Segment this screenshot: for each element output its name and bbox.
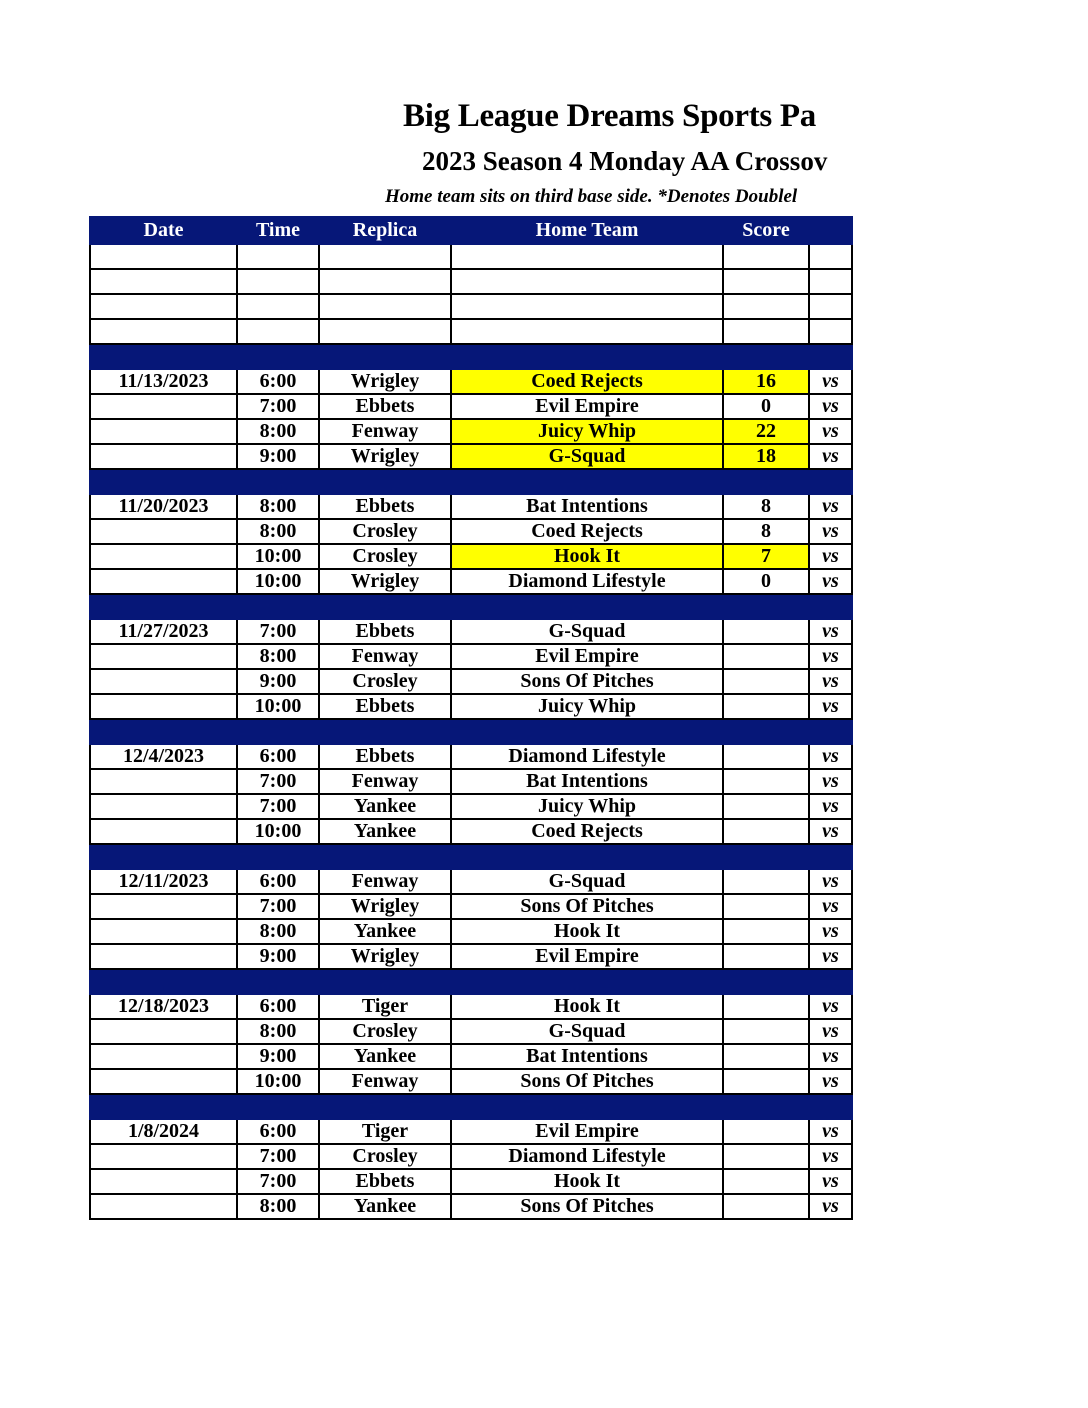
field-cell: Wrigley: [319, 944, 451, 969]
column-header-time: Time: [237, 217, 319, 244]
separator-cell: [319, 469, 451, 494]
home-team-cell: Diamond Lifestyle: [451, 1144, 723, 1169]
date-cell: [90, 1194, 237, 1219]
separator-cell: [809, 844, 852, 869]
table-row: [90, 919, 852, 944]
score-cell: [723, 944, 809, 969]
table-row: [90, 694, 852, 719]
empty-row: [90, 244, 852, 269]
table-row: [90, 1119, 852, 1144]
date-cell: 11/27/2023: [90, 619, 237, 644]
table-cell: [809, 294, 852, 319]
separator-cell: [723, 719, 809, 744]
time-cell: 8:00: [237, 644, 319, 669]
separator-cell: [809, 969, 852, 994]
separator-cell: [451, 969, 723, 994]
home-team-cell: Juicy Whip: [451, 794, 723, 819]
field-cell: Ebbets: [319, 394, 451, 419]
score-cell: [723, 1169, 809, 1194]
vs-cell: vs: [809, 694, 852, 719]
field-cell: Yankee: [319, 819, 451, 844]
table-row: [90, 444, 852, 469]
separator-cell: [90, 844, 237, 869]
table-cell: [237, 294, 319, 319]
score-cell: [723, 644, 809, 669]
table-cell: [451, 269, 723, 294]
time-cell: 10:00: [237, 569, 319, 594]
time-cell: 8:00: [237, 419, 319, 444]
field-cell: Crosley: [319, 544, 451, 569]
score-cell: [723, 1044, 809, 1069]
time-cell: 6:00: [237, 744, 319, 769]
separator-cell: [451, 344, 723, 369]
column-header-replica: Replica: [319, 217, 451, 244]
date-cell: [90, 544, 237, 569]
time-cell: 7:00: [237, 894, 319, 919]
date-cell: [90, 519, 237, 544]
table-row: [90, 519, 852, 544]
time-cell: 9:00: [237, 669, 319, 694]
score-cell: [723, 1119, 809, 1144]
vs-cell: vs: [809, 519, 852, 544]
week-separator-row: [90, 719, 852, 744]
empty-row: [90, 294, 852, 319]
field-cell: Wrigley: [319, 444, 451, 469]
field-cell: Wrigley: [319, 894, 451, 919]
time-cell: 10:00: [237, 544, 319, 569]
score-cell: [723, 819, 809, 844]
time-cell: 8:00: [237, 1019, 319, 1044]
header-row: [90, 217, 852, 244]
field-cell: Ebbets: [319, 1169, 451, 1194]
vs-cell: vs: [809, 1069, 852, 1094]
date-cell: [90, 694, 237, 719]
home-team-cell: Bat Intentions: [451, 494, 723, 519]
date-cell: [90, 1144, 237, 1169]
date-cell: [90, 1044, 237, 1069]
separator-cell: [451, 844, 723, 869]
field-cell: Yankee: [319, 1044, 451, 1069]
separator-cell: [319, 844, 451, 869]
date-cell: [90, 419, 237, 444]
home-team-cell: Evil Empire: [451, 394, 723, 419]
week-separator-row: [90, 344, 852, 369]
table-cell: [319, 269, 451, 294]
time-cell: 10:00: [237, 1069, 319, 1094]
vs-cell: vs: [809, 444, 852, 469]
home-team-cell: Bat Intentions: [451, 769, 723, 794]
separator-cell: [809, 719, 852, 744]
vs-cell: vs: [809, 619, 852, 644]
field-cell: Fenway: [319, 1069, 451, 1094]
week-separator-row: [90, 844, 852, 869]
separator-cell: [723, 969, 809, 994]
table-row: [90, 544, 852, 569]
date-cell: [90, 1169, 237, 1194]
field-cell: Yankee: [319, 919, 451, 944]
score-cell: 22: [723, 419, 809, 444]
separator-cell: [723, 1094, 809, 1119]
date-cell: [90, 919, 237, 944]
table-row: [90, 1194, 852, 1219]
home-team-cell: Evil Empire: [451, 644, 723, 669]
home-team-cell: Diamond Lifestyle: [451, 744, 723, 769]
vs-cell: vs: [809, 1169, 852, 1194]
table-row: [90, 669, 852, 694]
field-cell: Tiger: [319, 994, 451, 1019]
separator-cell: [90, 469, 237, 494]
score-cell: [723, 1069, 809, 1094]
date-cell: [90, 569, 237, 594]
separator-cell: [319, 1094, 451, 1119]
home-team-cell: Coed Rejects: [451, 369, 723, 394]
field-cell: Ebbets: [319, 619, 451, 644]
vs-cell: vs: [809, 744, 852, 769]
field-cell: Tiger: [319, 1119, 451, 1144]
separator-cell: [90, 969, 237, 994]
score-cell: [723, 744, 809, 769]
time-cell: 7:00: [237, 769, 319, 794]
date-cell: 11/13/2023: [90, 369, 237, 394]
time-cell: 6:00: [237, 869, 319, 894]
table-row: [90, 394, 852, 419]
home-team-cell: G-Squad: [451, 444, 723, 469]
home-team-cell: Juicy Whip: [451, 694, 723, 719]
table-row: [90, 419, 852, 444]
week-separator-row: [90, 469, 852, 494]
date-cell: [90, 394, 237, 419]
date-cell: [90, 819, 237, 844]
score-cell: 0: [723, 394, 809, 419]
field-cell: Fenway: [319, 869, 451, 894]
home-team-cell: G-Squad: [451, 869, 723, 894]
home-team-cell: Hook It: [451, 994, 723, 1019]
empty-row: [90, 269, 852, 294]
column-header-score: Score: [723, 217, 809, 244]
field-cell: Ebbets: [319, 494, 451, 519]
date-cell: [90, 1019, 237, 1044]
field-cell: Crosley: [319, 519, 451, 544]
home-team-cell: Coed Rejects: [451, 519, 723, 544]
date-cell: [90, 894, 237, 919]
vs-cell: vs: [809, 544, 852, 569]
table-cell: [319, 319, 451, 344]
separator-cell: [237, 1094, 319, 1119]
header-note: Home team sits on third base side. *Denotes Doublel: [385, 186, 798, 207]
separator-cell: [809, 1094, 852, 1119]
home-team-cell: Juicy Whip: [451, 419, 723, 444]
table-cell: [451, 244, 723, 269]
table-cell: [723, 269, 809, 294]
table-row: [90, 769, 852, 794]
home-team-cell: Hook It: [451, 544, 723, 569]
date-cell: 11/20/2023: [90, 494, 237, 519]
table-row: [90, 369, 852, 394]
time-cell: 9:00: [237, 444, 319, 469]
separator-cell: [237, 844, 319, 869]
vs-cell: vs: [809, 369, 852, 394]
separator-cell: [237, 594, 319, 619]
date-cell: [90, 1069, 237, 1094]
home-team-cell: Sons Of Pitches: [451, 1069, 723, 1094]
separator-cell: [90, 1094, 237, 1119]
vs-cell: vs: [809, 944, 852, 969]
table-cell: [90, 244, 237, 269]
table-cell: [319, 294, 451, 319]
time-cell: 6:00: [237, 1119, 319, 1144]
score-cell: [723, 894, 809, 919]
separator-cell: [809, 469, 852, 494]
separator-cell: [237, 969, 319, 994]
date-cell: [90, 794, 237, 819]
column-header-date: Date: [90, 217, 237, 244]
field-cell: Ebbets: [319, 694, 451, 719]
time-cell: 9:00: [237, 944, 319, 969]
field-cell: Crosley: [319, 669, 451, 694]
time-cell: 7:00: [237, 1144, 319, 1169]
separator-cell: [90, 719, 237, 744]
table-cell: [237, 244, 319, 269]
score-cell: [723, 869, 809, 894]
home-team-cell: Sons Of Pitches: [451, 669, 723, 694]
table-cell: [451, 294, 723, 319]
column-header-home-team: Home Team: [451, 217, 723, 244]
page-title: Big League Dreams Sports Pa: [403, 98, 816, 134]
home-team-cell: G-Squad: [451, 1019, 723, 1044]
table-row: [90, 944, 852, 969]
page-subtitle: 2023 Season 4 Monday AA Crossov: [422, 146, 828, 176]
field-cell: Fenway: [319, 419, 451, 444]
separator-cell: [319, 719, 451, 744]
separator-cell: [90, 594, 237, 619]
table-row: [90, 1169, 852, 1194]
header-area: [0, 0, 851, 216]
field-cell: Wrigley: [319, 369, 451, 394]
vs-cell: vs: [809, 1044, 852, 1069]
table-row: [90, 819, 852, 844]
score-cell: [723, 1194, 809, 1219]
date-cell: 1/8/2024: [90, 1119, 237, 1144]
score-cell: [723, 619, 809, 644]
separator-cell: [237, 469, 319, 494]
separator-cell: [451, 1094, 723, 1119]
vs-cell: vs: [809, 819, 852, 844]
vs-cell: vs: [809, 994, 852, 1019]
table-row: [90, 1044, 852, 1069]
table-row: [90, 744, 852, 769]
date-cell: [90, 444, 237, 469]
score-cell: [723, 769, 809, 794]
table-row: [90, 619, 852, 644]
score-cell: 0: [723, 569, 809, 594]
score-cell: 8: [723, 494, 809, 519]
vs-cell: vs: [809, 394, 852, 419]
field-cell: Fenway: [319, 769, 451, 794]
home-team-cell: Hook It: [451, 919, 723, 944]
date-cell: 12/4/2023: [90, 744, 237, 769]
date-cell: [90, 769, 237, 794]
time-cell: 6:00: [237, 369, 319, 394]
separator-cell: [723, 344, 809, 369]
time-cell: 8:00: [237, 1194, 319, 1219]
time-cell: 7:00: [237, 619, 319, 644]
vs-cell: vs: [809, 1144, 852, 1169]
empty-row: [90, 319, 852, 344]
table-row: [90, 1069, 852, 1094]
home-team-cell: Coed Rejects: [451, 819, 723, 844]
separator-cell: [723, 594, 809, 619]
week-separator-row: [90, 969, 852, 994]
separator-cell: [451, 469, 723, 494]
time-cell: 6:00: [237, 994, 319, 1019]
table-cell: [319, 244, 451, 269]
table-cell: [90, 294, 237, 319]
schedule-table: [89, 216, 853, 1220]
score-cell: [723, 919, 809, 944]
score-cell: [723, 694, 809, 719]
time-cell: 8:00: [237, 494, 319, 519]
table-cell: [90, 269, 237, 294]
table-row: [90, 569, 852, 594]
date-cell: [90, 644, 237, 669]
vs-cell: vs: [809, 794, 852, 819]
score-cell: 16: [723, 369, 809, 394]
home-team-cell: Sons Of Pitches: [451, 894, 723, 919]
week-separator-row: [90, 594, 852, 619]
score-cell: [723, 994, 809, 1019]
table-cell: [723, 319, 809, 344]
table-row: [90, 894, 852, 919]
score-cell: 7: [723, 544, 809, 569]
separator-cell: [319, 344, 451, 369]
table-cell: [809, 269, 852, 294]
score-cell: 18: [723, 444, 809, 469]
table-cell: [723, 244, 809, 269]
separator-cell: [319, 594, 451, 619]
table-row: [90, 1144, 852, 1169]
vs-cell: vs: [809, 669, 852, 694]
time-cell: 7:00: [237, 794, 319, 819]
vs-cell: vs: [809, 644, 852, 669]
table-cell: [237, 319, 319, 344]
score-cell: 8: [723, 519, 809, 544]
field-cell: Crosley: [319, 1019, 451, 1044]
time-cell: 10:00: [237, 694, 319, 719]
date-cell: 12/11/2023: [90, 869, 237, 894]
schedule-body: [90, 244, 852, 1219]
separator-cell: [809, 594, 852, 619]
home-team-cell: Bat Intentions: [451, 1044, 723, 1069]
time-cell: 7:00: [237, 394, 319, 419]
separator-cell: [723, 844, 809, 869]
score-cell: [723, 794, 809, 819]
separator-cell: [723, 469, 809, 494]
table-cell: [237, 269, 319, 294]
field-cell: Fenway: [319, 644, 451, 669]
time-cell: 8:00: [237, 919, 319, 944]
vs-cell: vs: [809, 569, 852, 594]
vs-cell: vs: [809, 919, 852, 944]
vs-cell: vs: [809, 1119, 852, 1144]
field-cell: Crosley: [319, 1144, 451, 1169]
separator-cell: [319, 969, 451, 994]
separator-cell: [809, 344, 852, 369]
separator-cell: [451, 594, 723, 619]
field-cell: Yankee: [319, 794, 451, 819]
score-cell: [723, 1144, 809, 1169]
home-team-cell: Diamond Lifestyle: [451, 569, 723, 594]
table-row: [90, 994, 852, 1019]
home-team-cell: Hook It: [451, 1169, 723, 1194]
home-team-cell: G-Squad: [451, 619, 723, 644]
vs-cell: vs: [809, 869, 852, 894]
table-cell: [723, 294, 809, 319]
time-cell: 9:00: [237, 1044, 319, 1069]
home-team-cell: Evil Empire: [451, 944, 723, 969]
vs-cell: vs: [809, 419, 852, 444]
date-cell: [90, 669, 237, 694]
table-row: [90, 644, 852, 669]
vs-cell: vs: [809, 1194, 852, 1219]
table-cell: [90, 319, 237, 344]
home-team-cell: Evil Empire: [451, 1119, 723, 1144]
date-cell: [90, 944, 237, 969]
time-cell: 7:00: [237, 1169, 319, 1194]
score-cell: [723, 1019, 809, 1044]
week-separator-row: [90, 1094, 852, 1119]
score-cell: [723, 669, 809, 694]
field-cell: Ebbets: [319, 744, 451, 769]
time-cell: 10:00: [237, 819, 319, 844]
table-row: [90, 869, 852, 894]
vs-cell: vs: [809, 494, 852, 519]
time-cell: 8:00: [237, 519, 319, 544]
date-cell: 12/18/2023: [90, 994, 237, 1019]
separator-cell: [237, 344, 319, 369]
vs-cell: vs: [809, 894, 852, 919]
vs-cell: vs: [809, 769, 852, 794]
home-team-cell: Sons Of Pitches: [451, 1194, 723, 1219]
field-cell: Wrigley: [319, 569, 451, 594]
table-row: [90, 494, 852, 519]
field-cell: Yankee: [319, 1194, 451, 1219]
table-cell: [809, 319, 852, 344]
separator-cell: [237, 719, 319, 744]
separator-cell: [90, 344, 237, 369]
column-header-vs: [809, 217, 852, 244]
separator-cell: [451, 719, 723, 744]
table-row: [90, 1019, 852, 1044]
table-cell: [451, 319, 723, 344]
table-row: [90, 794, 852, 819]
vs-cell: vs: [809, 1019, 852, 1044]
table-cell: [809, 244, 852, 269]
